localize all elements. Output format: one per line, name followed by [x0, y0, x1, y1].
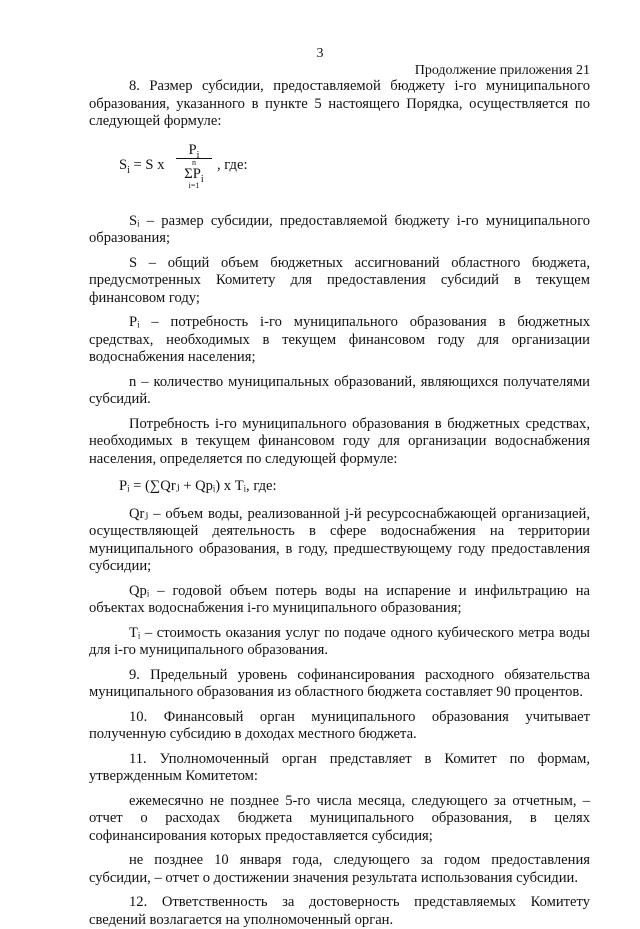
- paragraph-9: 9. Предельный уровень софинансирования расходного обязательства муниципального образования из областного бюджета составляет 90 процентов.: [89, 666, 590, 700]
- formula-fraction: [176, 143, 212, 190]
- definition-si: Sᵢ – размер субсидии, предоставляемой бюджету i-го муниципального образования;: [89, 212, 590, 246]
- paragraph-11-annual: не позднее 10 января года, следующего за годом предоставления субсидии, – отчет о достижении значения результата использования субсидии.: [89, 852, 590, 886]
- definition-ti: Tᵢ – стоимость оказания услуг по подаче одного кубического метра воды для i-го муниципального образования.: [89, 624, 590, 658]
- definition-s: S – общий объем бюджетных ассигнований областного бюджета, предусмотренных Комитету для предоставления субсидий в текущем финансовом году;: [89, 254, 590, 306]
- fraction-denominator: $\Sigma P_i$: [184, 165, 204, 185]
- page-number: 3: [316, 46, 324, 61]
- formula-lhs: $S_i = S$ х: [119, 156, 165, 176]
- paragraph-11-monthly: ежемесячно не позднее 5-го числа месяца, следующего за отчетным, – отчет о расходах бюджета муниципального образования, в целях софинансирования которых предоставляется субсидия;: [89, 792, 590, 844]
- paragraph-8: 8. Размер субсидии, предоставляемой бюджету i-го муниципального образования, указанного в пункте 5 настоящего Порядка, осуществляется по следующей формуле:: [89, 78, 590, 129]
- formula-where: , где:: [217, 156, 248, 173]
- subsidy-formula: [119, 143, 590, 201]
- definition-pi: Pᵢ – потребность i-го муниципального образования в бюджетных средствах, необходимых в текущем финансовом году для организации водоснабжения населения;: [89, 314, 590, 365]
- sum-upper-limit: n: [192, 157, 196, 167]
- appendix-continuation: Продолжение приложения 21: [414, 63, 590, 78]
- need-formula: Pᵢ = (∑Qrⱼ + Qpᵢ) х Tᵢ, где:: [119, 478, 277, 494]
- paragraph-need: Потребность i-го муниципального образования в бюджетных средствах, необходимых в текущем финансовом году для организации водоснабжения населения, определяется по следующей формуле:: [89, 415, 590, 467]
- paragraph-12: 12. Ответственность за достоверность представляемых Комитету сведений возлагается на уполномоченный орган.: [89, 894, 590, 928]
- paragraph-11: 11. Уполномоченный орган представляет в Комитет по формам, утвержденным Комитетом:: [89, 750, 590, 784]
- sum-lower-limit: i=1: [188, 180, 200, 190]
- definition-n: n – количество муниципальных образований, являющихся получателями субсидий.: [89, 373, 590, 407]
- definition-qrj: Qrⱼ – объем воды, реализованной j-й ресурсоснабжающей организацией, осуществляющей деятельность в сфере водоснабжения на территории муниципального образования, в году, предшествующему году предоставления субсидии;: [89, 505, 590, 574]
- fraction-numerator: $P_i$: [176, 143, 212, 159]
- document-body: [89, 78, 590, 929]
- definition-qpi: Qpᵢ – годовой объем потерь воды на испарение и инфильтрацию на объектах водоснабжения i-го муниципального образования;: [89, 582, 590, 616]
- paragraph-10: 10. Финансовый орган муниципального образования учитывает полученную субсидию в доходах местного бюджета.: [89, 708, 590, 742]
